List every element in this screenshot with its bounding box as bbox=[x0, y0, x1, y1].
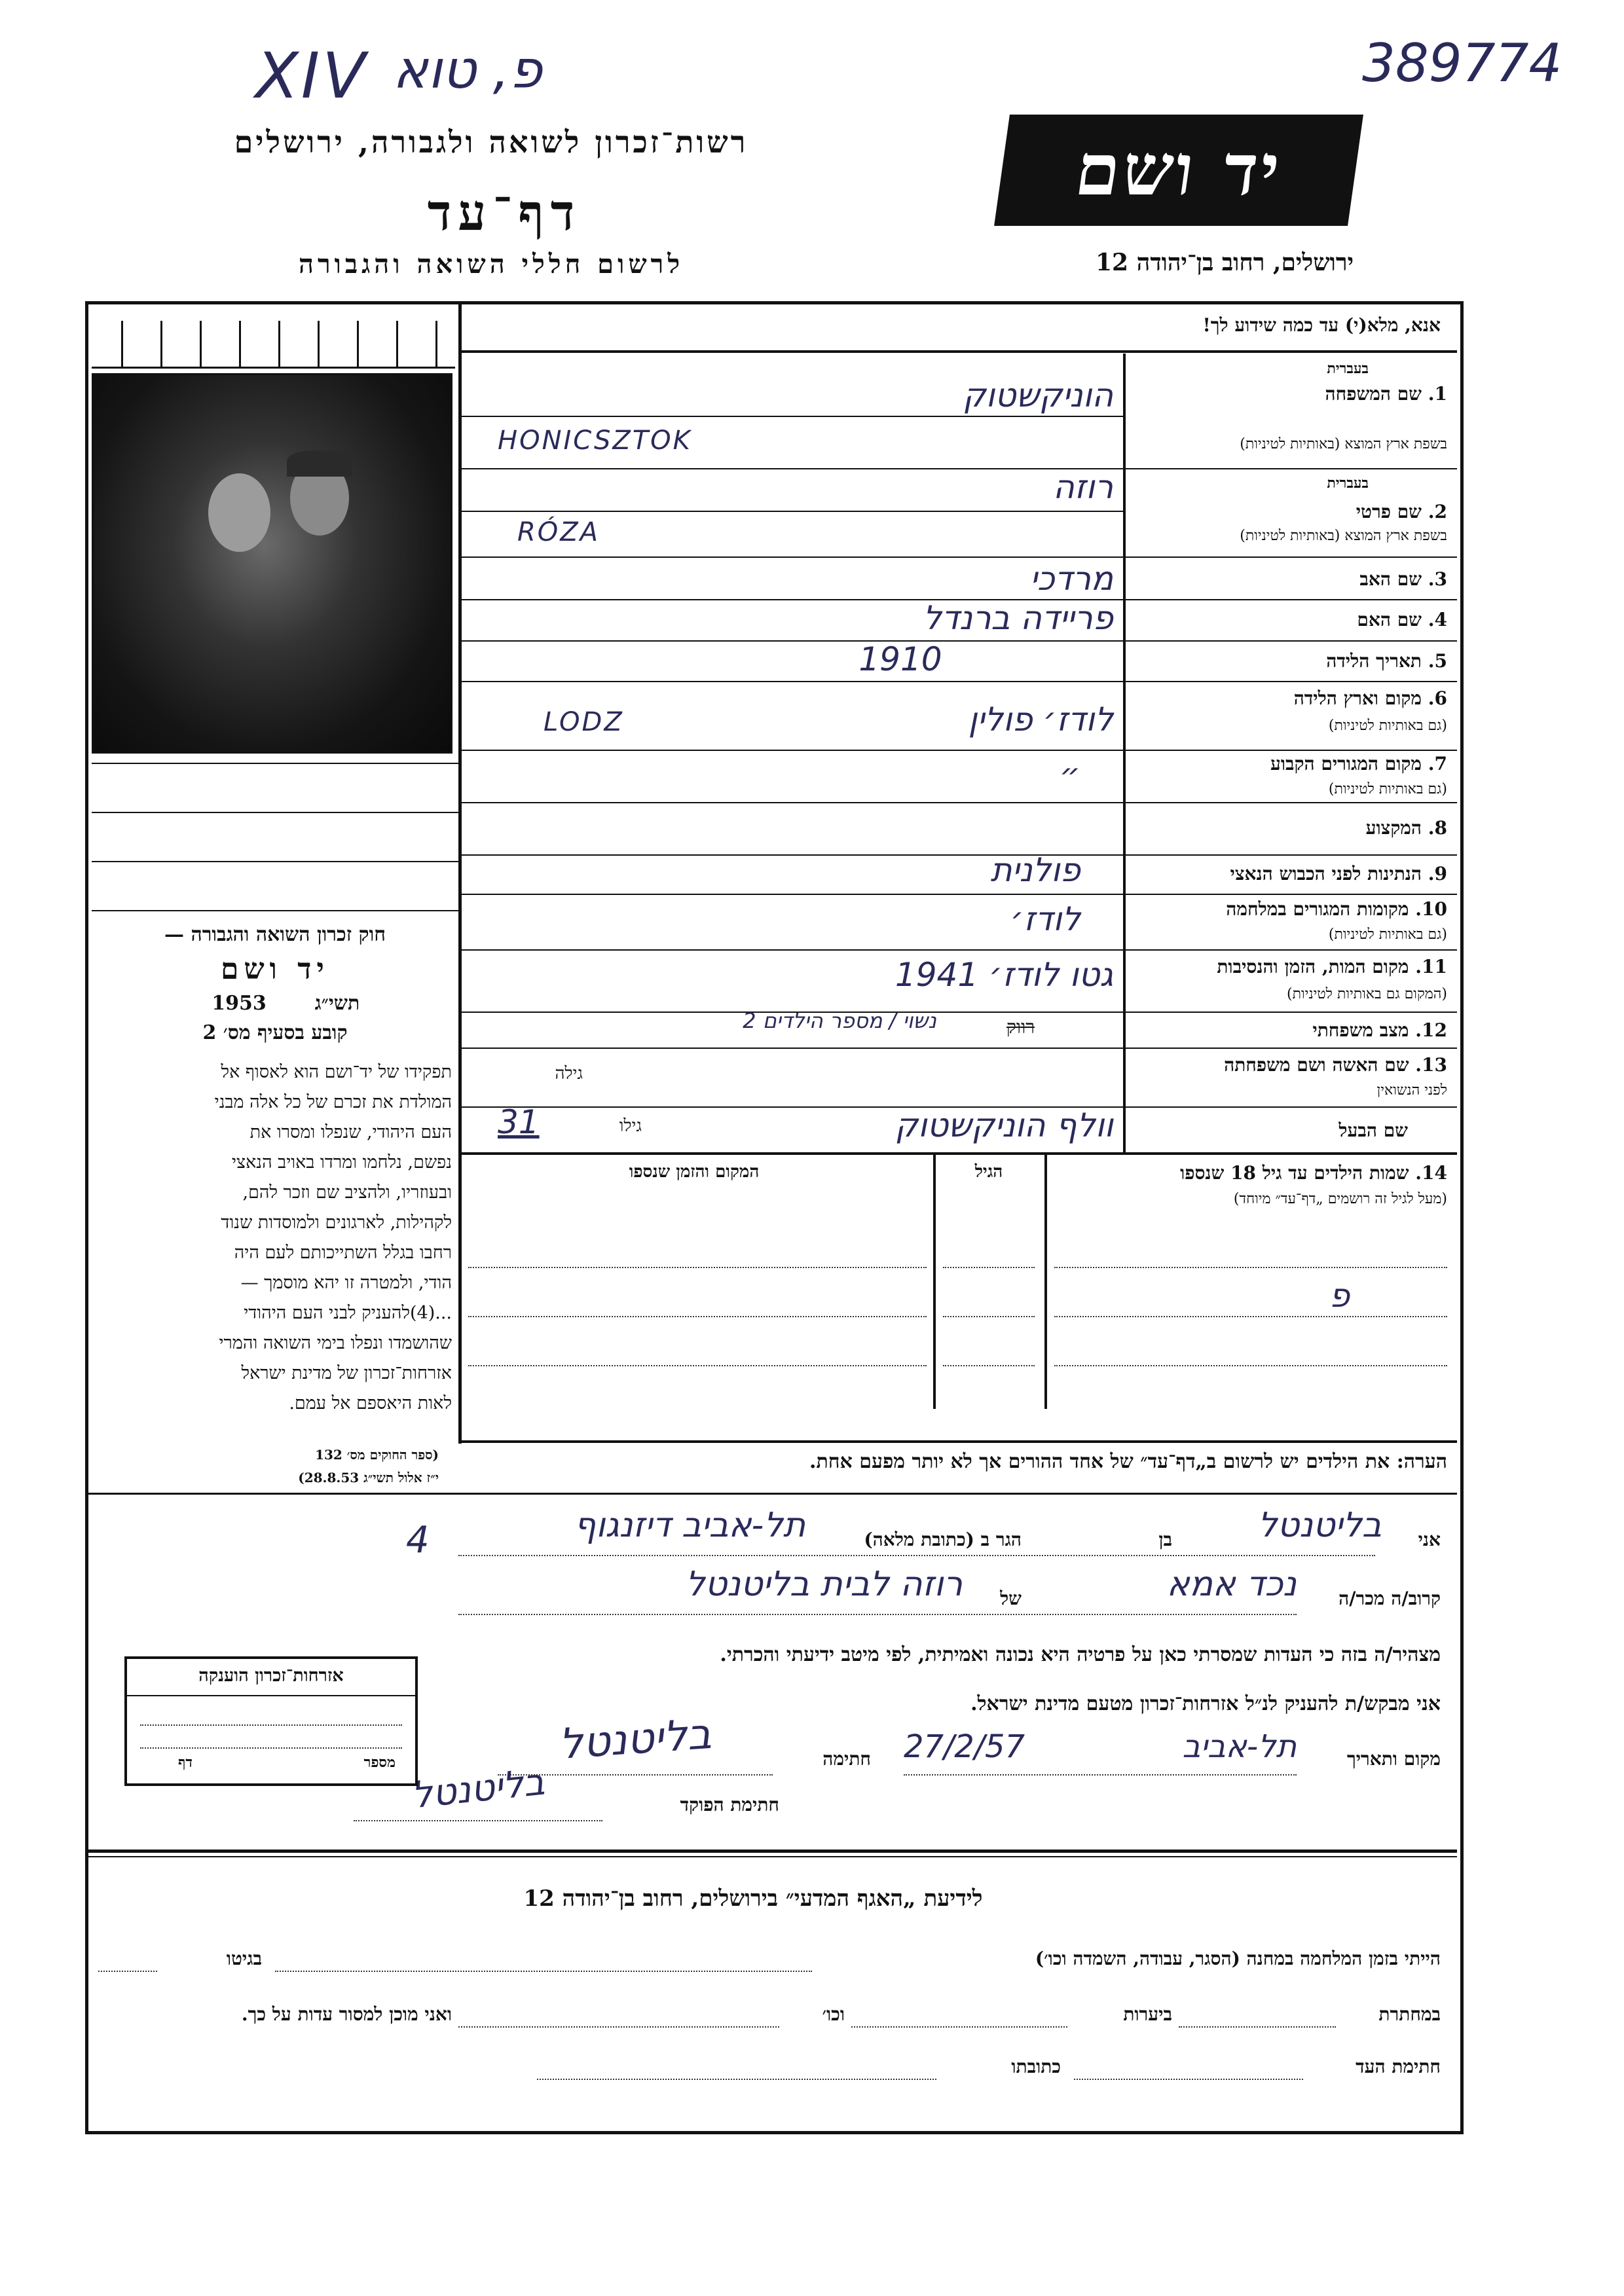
field-label: מקום המות, הזמן והנסיבות bbox=[1217, 956, 1409, 977]
field-number: 11. bbox=[1415, 956, 1447, 977]
field-11-label bbox=[1133, 956, 1447, 978]
field-4-value: פריידה ברנדל bbox=[923, 599, 1113, 637]
field-label: מקום וארץ הלידה bbox=[1293, 687, 1422, 709]
declarant-resides-label: הגר ב (כתובת מלאה) bbox=[864, 1529, 1022, 1550]
field-9-label bbox=[1133, 863, 1447, 885]
law-text-line: העם היהודי, שנפלו ומסרו את bbox=[249, 1122, 452, 1142]
date-value: 27/2/57 bbox=[904, 1728, 1025, 1765]
children-col-place: המקום והזמן שנספו bbox=[629, 1162, 760, 1182]
field-10-note: (גם באותיות לטיניות) bbox=[1328, 926, 1447, 943]
field-6-latin-value: LODZ bbox=[544, 707, 624, 737]
field-12-value: נשוי / מספר הילדים 2 bbox=[743, 1008, 936, 1033]
citation-2: י״ז אלול תשי״ג 28.8.53) bbox=[298, 1470, 439, 1485]
field-6-value: לודז׳ פולין bbox=[968, 701, 1113, 738]
field-10-label bbox=[1133, 898, 1447, 920]
cert-page-label: דף bbox=[178, 1754, 193, 1771]
authority-line: רשות־זכרון לשואה ולגבורה, ירושלים bbox=[234, 124, 748, 160]
field-3-value: מרדכי bbox=[1029, 560, 1113, 598]
field-label: המקצוע bbox=[1365, 817, 1422, 839]
field-label: שם האם bbox=[1357, 609, 1422, 630]
field-number: 3. bbox=[1428, 568, 1447, 590]
field-6-label bbox=[1133, 687, 1447, 710]
footer-line1-a: הייתי בזמן המלחמה במחנה (הסגר, עבודה, השמדה וכו׳) bbox=[1035, 1948, 1441, 1969]
law-text-line: המולדת את זכרם של כל אלה מבני bbox=[214, 1092, 452, 1112]
field-11-value: גטו לודז׳ 1941 bbox=[895, 956, 1113, 994]
of-label: של bbox=[1000, 1588, 1022, 1609]
field-7-label bbox=[1133, 753, 1447, 775]
field-number: 6. bbox=[1428, 687, 1447, 709]
law-text-line: לקהילות, לארגונים ולמוסדות שנוד bbox=[221, 1212, 452, 1233]
field-3-label bbox=[1133, 568, 1447, 591]
field-label: שם פרטי bbox=[1356, 501, 1422, 522]
footer-line3-a: חתימת העד bbox=[1356, 2056, 1441, 2077]
field-9-value: פולנית bbox=[990, 851, 1080, 889]
law-text-line: לאות היאספם אל עמם. bbox=[289, 1393, 452, 1413]
officer-signature-label: חתימת הפוקד bbox=[680, 1794, 779, 1815]
relative-name: רוזה לבית בליטנטל bbox=[685, 1565, 963, 1604]
field-5-label bbox=[1133, 650, 1447, 672]
field-number: 7. bbox=[1428, 753, 1447, 774]
field-6-note: (גם באותיות לטיניות) bbox=[1328, 718, 1447, 734]
husband-age-label: גילו bbox=[619, 1116, 642, 1136]
request-text: אני מבקש/ת להעניק לנ״ל אזרחות־זכרון מטעם מדינת ישראל. bbox=[970, 1692, 1441, 1715]
field-12-label bbox=[1133, 1019, 1447, 1042]
declarant-address: תל-אביב דיזנגוף bbox=[574, 1506, 805, 1545]
field-2-note: בשפת ארץ המוצא (באותיות לטיניות) bbox=[1240, 528, 1447, 544]
ruler-ticks bbox=[92, 308, 455, 369]
citation-1: (ספר החוקים מס׳ 132 bbox=[315, 1447, 439, 1463]
officer-signature: בליטנטל bbox=[409, 1760, 547, 1817]
field-1-latin-value: HONICSZTOK bbox=[498, 426, 692, 456]
citizenship-box bbox=[124, 1656, 418, 1786]
field-1-note: בשפת ארץ המוצא (באותיות לטיניות) bbox=[1240, 436, 1447, 452]
field-number: 5. bbox=[1428, 650, 1447, 672]
portrait-photo bbox=[92, 373, 452, 754]
folio-mark: XIV bbox=[255, 39, 368, 113]
field-number: 9. bbox=[1428, 863, 1447, 884]
field-2-label bbox=[1133, 501, 1447, 523]
field-label: שמות הילדים עד גיל 18 שנספו bbox=[1180, 1162, 1409, 1184]
field-4-label bbox=[1133, 609, 1447, 631]
field-label: מצב משפחתי bbox=[1312, 1019, 1409, 1041]
field-number: 12. bbox=[1415, 1019, 1447, 1041]
citizenship-box-title: אזרחות־זכרון הוענקה bbox=[198, 1666, 344, 1686]
declarant-name: בליטנטל bbox=[1257, 1506, 1382, 1545]
field-label: תאריך הלידה bbox=[1326, 650, 1422, 672]
field-10-value: לודז׳ bbox=[1010, 900, 1080, 938]
law-text-line: שהושמדו ונפלו בימי השואה והמרי bbox=[219, 1333, 452, 1353]
field-1-label bbox=[1133, 383, 1447, 405]
record-number: 389774 bbox=[1362, 33, 1562, 94]
logo-text: יד ושם bbox=[1070, 129, 1287, 211]
field-number: 8. bbox=[1428, 817, 1447, 839]
footer-title: לידיעת „האגף המדעי״ בירושלים, רחוב בן־יהודה 12 bbox=[523, 1886, 983, 1912]
place-date-label: מקום ותאריך bbox=[1346, 1748, 1441, 1770]
footer-line2-a: במחתרת bbox=[1378, 2003, 1441, 2025]
field-7-value: ״ bbox=[1059, 756, 1080, 794]
field-13-label bbox=[1133, 1054, 1447, 1076]
field-number: 10. bbox=[1415, 898, 1447, 920]
field-2-latin-value: RÓZA bbox=[517, 517, 600, 547]
field-label: שם האב bbox=[1359, 568, 1422, 590]
field-number: 14. bbox=[1415, 1162, 1447, 1184]
children-label bbox=[1054, 1162, 1447, 1184]
field-label: מקומות המגורים במלחמה bbox=[1226, 898, 1409, 920]
signature-label: חתימה bbox=[822, 1748, 871, 1770]
doc-title: דף־עד bbox=[427, 183, 581, 242]
field-label: שם המשפחה bbox=[1325, 383, 1422, 405]
footer-line3-b: כתובתו bbox=[1011, 2056, 1061, 2077]
law-year: 1953 bbox=[212, 992, 267, 1015]
law-section: קובע בסעיף מס׳ 2 bbox=[202, 1021, 348, 1044]
field-12-crossed: רווק bbox=[1006, 1016, 1035, 1038]
field-number: 13. bbox=[1415, 1054, 1447, 1076]
declaration-text: מצהיר/ה בזה כי העדות שמסרתי כאן על פרטיה היא נכונה ואמיתית, לפי מיטב ידיעתי והכרתי. bbox=[720, 1643, 1441, 1666]
law-text-line: רחבו בגלל השתייכותם לעם היה bbox=[234, 1243, 452, 1263]
field-2-hebrew-value: רוזה bbox=[1053, 468, 1113, 506]
husband-value: וולף הוניקשטוק bbox=[895, 1106, 1113, 1144]
cert-number-label: מספר bbox=[363, 1754, 396, 1771]
doc-subtitle: לרשום חללי השואה והגבורה bbox=[298, 249, 684, 280]
field-label: הנתינות לפני הכבוש הנאצי bbox=[1230, 863, 1422, 884]
address: ירושלים, רחוב בן־יהודה 12 bbox=[1095, 249, 1354, 276]
field-label: שם האשה ושם משפחתה bbox=[1224, 1054, 1409, 1076]
field-7-note: (גם באותיות לטיניות) bbox=[1328, 781, 1447, 797]
declarant-signature: בליטנטל bbox=[557, 1709, 713, 1770]
field-2-lang: בעברית bbox=[1327, 475, 1369, 492]
field-number: 1. bbox=[1428, 383, 1447, 405]
footer-line2-c: וכו׳ bbox=[822, 2003, 845, 2025]
declarant-prefix: אני bbox=[1418, 1529, 1441, 1550]
law-name: יד ושם bbox=[221, 953, 329, 986]
field-13-age-label: גילה bbox=[555, 1064, 583, 1084]
children-entry: פ bbox=[1329, 1277, 1350, 1315]
law-text-line: ...(4)להעניק לבני העם היהודי bbox=[244, 1303, 452, 1323]
remark: הערה: את הילדים יש לרשום ב„דף־עד״ של אחד ההורים אך לא יותר מפעם אחת. bbox=[809, 1450, 1447, 1473]
law-title: חוק זכרון השואה והגבורה — bbox=[164, 923, 386, 946]
husband-age-value: 31 bbox=[498, 1103, 540, 1141]
field-number: 4. bbox=[1428, 609, 1447, 630]
field-11-note: (המקום גם באותיות לטיניות) bbox=[1287, 986, 1447, 1002]
husband-label: שם הבעל bbox=[1338, 1120, 1408, 1141]
field-13-note: לפני הנשואין bbox=[1376, 1082, 1447, 1099]
law-year-hebrew: תשי״ג bbox=[314, 992, 360, 1015]
children-col-age: הגיל bbox=[974, 1162, 1003, 1182]
footer-line1-b: בגיטו bbox=[226, 1948, 262, 1969]
field-1-lang: בעברית bbox=[1327, 360, 1369, 377]
declarant-son-of: בן bbox=[1158, 1529, 1172, 1550]
folio-mark-hebrew: פ, טוא bbox=[393, 39, 542, 100]
children-note: (מעל לגיל זה רושמים „דף־עד״ מיוחד) bbox=[1233, 1191, 1447, 1207]
law-text-line: אזרחות־זכרון של מדינת ישראל bbox=[241, 1363, 452, 1383]
field-1-hebrew-value: הוניקשטוק bbox=[963, 376, 1113, 414]
law-text bbox=[98, 1057, 452, 1419]
footer-line2-d: ואני מוכן למסור עדות על כך. bbox=[241, 2003, 452, 2025]
field-8-label bbox=[1133, 817, 1447, 839]
field-5-value: 1910 bbox=[858, 640, 942, 678]
law-text-line: נפשם, נלחמו ומרדו באויב הנאצי bbox=[231, 1152, 452, 1173]
law-text-line: הודי, ולמטרה זו יהא מוסמך — bbox=[240, 1273, 452, 1293]
law-text-line: תפקידו של יד־ושם הוא לאסוף אל bbox=[221, 1062, 452, 1082]
footer-line2-b: ביערות bbox=[1123, 2003, 1172, 2025]
logo bbox=[994, 115, 1363, 226]
relative-label: קרוב/ה מכר/ה bbox=[1338, 1588, 1441, 1609]
intro-text: אנא, מלא(י) עד כמה שידוע לך! bbox=[1202, 314, 1441, 336]
field-number: 2. bbox=[1428, 501, 1447, 522]
margin-mark: 4 bbox=[406, 1519, 430, 1561]
field-label: מקום המגורים הקבוע bbox=[1270, 753, 1422, 774]
law-text-line: ובעוזריו, ולהציב שם וזכר להם, bbox=[242, 1182, 452, 1203]
relation-value: נכד אמא bbox=[1166, 1565, 1297, 1604]
place-value: תל-אביב bbox=[1182, 1728, 1297, 1765]
